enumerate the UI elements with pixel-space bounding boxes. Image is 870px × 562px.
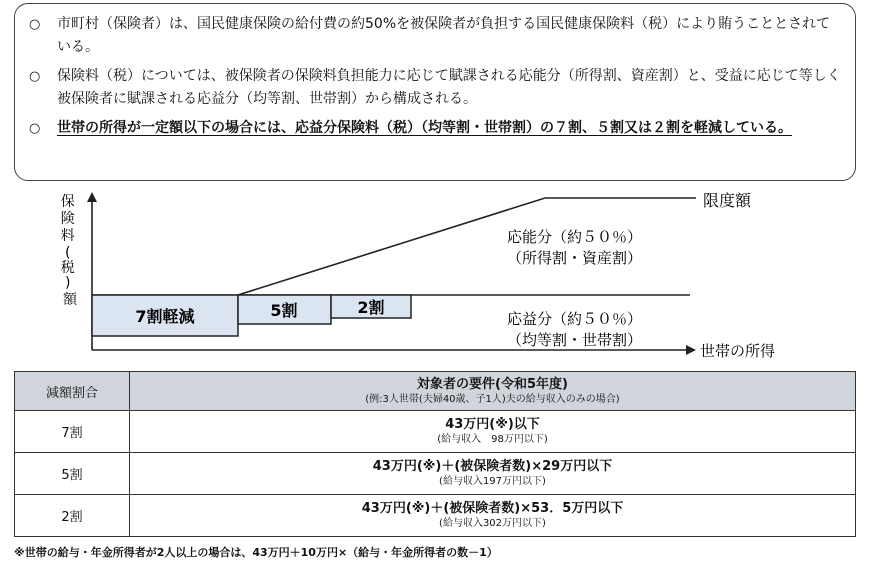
reduction-requirements-table [14,371,856,537]
y-axis-label: 保 険 料 ( 税 ) 額 [60,194,77,308]
condition-text: 43万円(※)＋(被保険者数)×29万円以下 [372,459,613,474]
limit-label: 限度額 [703,191,752,210]
reduction-2-label: 2割 [357,298,385,317]
premium-diagram [0,182,870,372]
rate-cell: 5割 [15,453,130,495]
x-axis-arrow-icon [686,345,696,355]
condition-cell [130,495,856,537]
income-text: (給与収入197万円以下) [439,476,546,487]
premium-diagram-svg [0,182,870,372]
intro-bullet [29,13,841,59]
ability-limit-line [238,198,696,295]
x-axis-label: 世帯の所得 [700,342,776,360]
col-header-requirements [130,372,856,411]
ability-share-label: 応能分（約５０％） [507,228,643,246]
condition-text: 43万円(※)以下 [445,417,540,432]
reduction-7-label: 7割軽減 [135,307,195,326]
bullet-text: 市町村（保険者）は、国民健康保険の給付費の約50%を被保険者が負担する国民健康保険料（税）により賄うこととされている。 [57,16,831,55]
intro-bullet-emphasis [29,117,841,140]
bullet-text: 保険料（税）については、被保険者の保険料負担能力に応じて賦課される応能分（所得割、資産割）と、受益に応じて等しく被保険者に賦課される応益分（均等割、世帯割）から構成される。 [57,68,841,107]
income-text: (給与収入302万円以下) [439,518,546,529]
intro-bullet [29,65,841,111]
rate-cell: 7割 [15,411,130,453]
bullet-mark: ○ [29,69,41,84]
bullet-text: 世帯の所得が一定額以下の場合には、応益分保険料（税）（均等割・世帯割）の７割、５割又は２割を軽減している。 [57,120,792,136]
condition-cell [130,411,856,453]
bullet-mark: ○ [29,121,41,136]
ability-components-label: （所得割・資産割） [507,249,643,267]
table-row [15,453,856,495]
rate-cell: 2割 [15,495,130,537]
table-row [15,411,856,453]
y-axis-arrow-icon [87,192,97,202]
reduction-5-label: 5割 [270,301,298,320]
condition-cell [130,453,856,495]
requirements-title: 対象者の要件(令和5年度) [417,376,568,392]
table-row [15,495,856,537]
footnote: ※世帯の給与・年金所得者が2人以上の場合は、43万円＋10万円×（給与・年金所得者の数－1） [14,546,498,559]
condition-text: 43万円(※)＋(被保険者数)×53．5万円以下 [361,501,624,516]
income-text: (給与収入 98万円以下) [437,434,548,445]
requirements-example: (例:3人世帯(夫婦40歳、子1人)夫の給与収入のみの場合) [365,393,620,405]
intro-box [14,3,856,181]
benefit-share-label: 応益分（約５０％） [507,310,643,328]
bullet-mark: ○ [29,17,41,32]
benefit-components-label: （均等割・世帯割） [507,331,643,349]
col-header-rate: 減額割合 [15,372,130,411]
table-header-row [15,372,856,411]
